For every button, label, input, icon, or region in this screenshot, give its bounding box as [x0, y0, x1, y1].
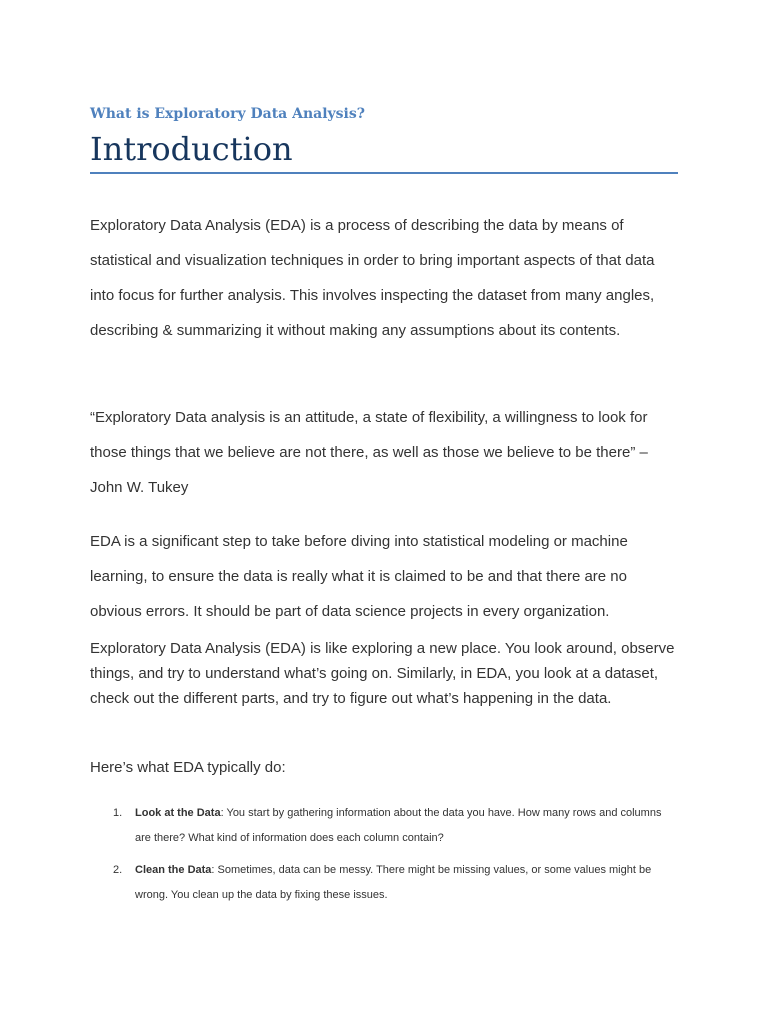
list-item [90, 801, 678, 851]
title-underline [90, 172, 678, 174]
paragraph-eda-importance: EDA is a significant step to take before diving into statistical modeling or machine learning, to ensure the data is really what it is claimed to be and that there are no obvious errors. It should be part of data science projects in every organization. [90, 533, 628, 620]
list-item-term: Clean the Data [135, 864, 212, 876]
paragraph-list-intro: Here’s what EDA typically do: [90, 759, 286, 776]
document-subtitle: What is Exploratory Data Analysis? [90, 106, 365, 122]
eda-steps-list [90, 801, 678, 915]
list-item-text: : Sometimes, data can be messy. There might be missing values, or some values might be wrong. You clean up the data by fixing these issues. [135, 864, 652, 901]
paragraph-eda-analogy: Exploratory Data Analysis (EDA) is like exploring a new place. You look around, observe things, and try to understand what’s going on. Similarly, in EDA, you look at a dataset, check out the different parts, and try to figure out what’s happening in the data. [90, 640, 675, 707]
document-title: Introduction [90, 130, 293, 168]
paragraph-eda-definition: Exploratory Data Analysis (EDA) is a process of describing the data by means of statistical and visualization techniques in order to bring important aspects of that data into focus for further analysis. This involves inspecting the dataset from many angles, describing & summarizing it without making any assumptions about its contents. [90, 217, 655, 339]
list-item-term: Look at the Data [135, 807, 221, 819]
list-item-number: 1. [113, 807, 123, 819]
list-item [90, 858, 678, 908]
list-item-number: 2. [113, 864, 123, 876]
list-item-text: : You start by gathering information about the data you have. How many rows and columns are there? What kind of information does each column contain? [135, 807, 662, 844]
paragraph-tukey-quote: “Exploratory Data analysis is an attitude, a state of flexibility, a willingness to look for those things that we believe are not there, as well as those we believe to be there” – John W. Tukey [90, 409, 648, 496]
